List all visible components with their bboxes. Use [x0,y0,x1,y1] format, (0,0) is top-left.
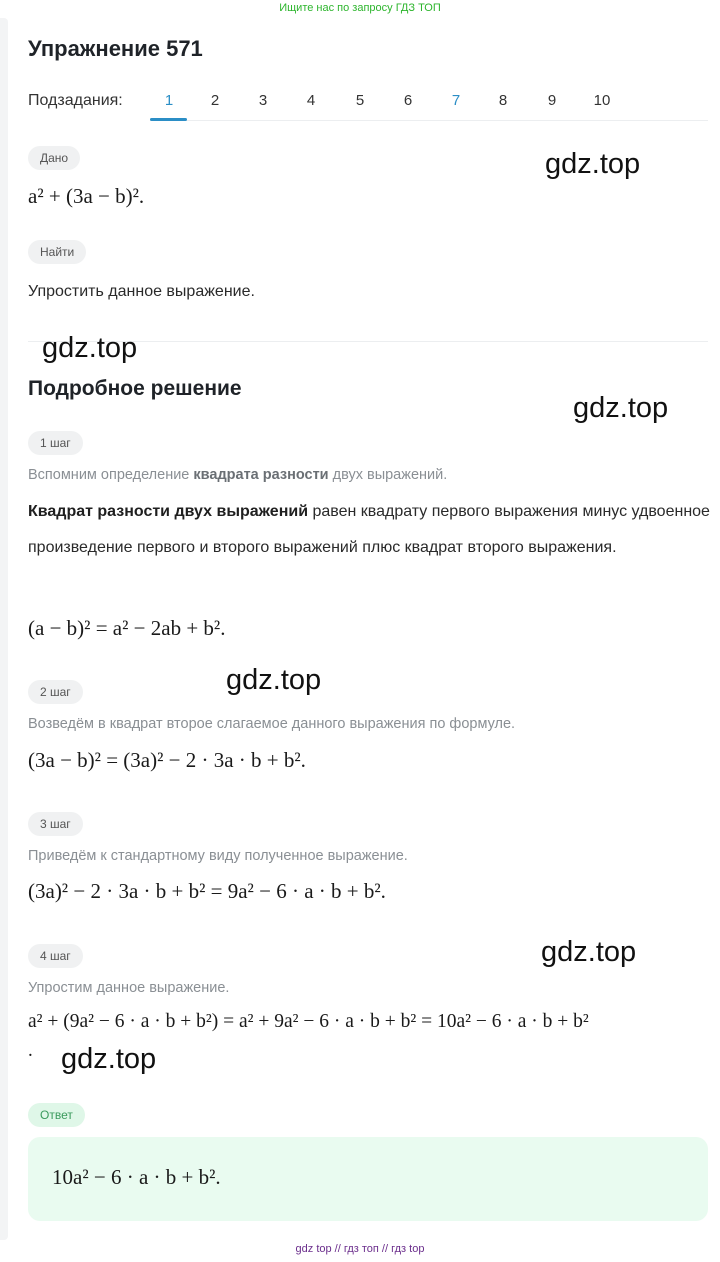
top-search-note: Ищите нас по запросу ГДЗ ТОП [279,2,441,14]
watermark: gdz.top [42,332,138,364]
step-2-hint: Возведём в квадрат второе слагаемое данного выражения по формуле. [28,716,516,732]
step-3-formula [28,879,386,904]
step-3-formula-text: (3a)² − 2 · 3a · b + b² = 9a² − 6 · a · b + b². [28,879,386,903]
footer-links[interactable]: gdz top // гдз топ // гдз top [295,1243,425,1255]
step-3-badge: 3 шаг [28,812,83,836]
active-tab-indicator [150,118,187,121]
step-1-formula [28,616,225,641]
find-text: Упростить данное выражение. [28,283,255,300]
given-badge: Дано [28,146,80,170]
subtask-tab-9[interactable]: 9 [547,92,557,109]
step-3-hint: Приведём к стандартному виду полученное выражение. [28,848,408,864]
subtask-tab-5[interactable]: 5 [355,92,365,109]
step-2-formula-text: (3a − b)² = (3a)² − 2 · 3a · b + b². [28,748,306,772]
subtask-tab-4[interactable]: 4 [306,92,316,109]
exercise-title: Упражнение 571 [28,36,203,61]
step-4-formula-dot: . [28,1040,33,1061]
watermark: gdz.top [61,1043,157,1075]
given-expression-text: a² + (3a − b)². [28,184,145,208]
step-4-hint: Упростим данное выражение. [28,980,230,996]
subtask-tab-6[interactable]: 6 [403,92,413,109]
step-2-badge: 2 шаг [28,680,83,704]
step-1-formula-text: (a − b)² = a² − 2ab + b². [28,616,226,640]
answer-box [28,1137,708,1221]
step-4-badge: 4 шаг [28,944,83,968]
step-2-formula [28,748,306,773]
subtask-tab-1[interactable]: 1 [164,92,174,109]
find-badge: Найти [28,240,86,264]
step-1-hint-bold: квадрата разности [193,467,329,483]
given-expression [28,184,144,209]
step-1-definition-bold: Квадрат разности двух выражений [28,503,309,520]
subtask-tab-2[interactable]: 2 [210,92,220,109]
solution-title: Подробное решение [28,377,242,400]
left-rail [0,18,8,1240]
subtask-tab-3[interactable]: 3 [258,92,268,109]
watermark: gdz.top [573,392,669,424]
step-1-badge: 1 шаг [28,431,83,455]
subtask-tab-10[interactable]: 10 [593,92,611,109]
step-4-formula [28,1011,589,1033]
subtasks-label: Подзадания: [28,92,123,109]
step-1-definition [28,494,718,566]
subtasks-divider [150,120,708,121]
answer-expression [52,1165,221,1190]
step-4-formula-text: a² + (9a² − 6 · a · b + b²) = a² + 9a² − 6 · a · b + b² = 10a² − 6 · a · b + b² [28,1011,589,1032]
subtasks-nav [28,84,708,121]
step-1-hint [28,467,447,483]
watermark: gdz.top [541,936,637,968]
step-1-hint-prefix: Вспомним определение [28,467,194,483]
subtask-tab-7[interactable]: 7 [451,92,461,109]
answer-expression-text: 10a² − 6 · a · b + b². [52,1165,221,1189]
subtask-tab-8[interactable]: 8 [498,92,508,109]
watermark: gdz.top [226,664,322,696]
step-1-definition-text: равен квадрату первого выражения минус удвоенное произведение первого и второго выражений плюс квадрат второго выражения. [28,503,710,556]
answer-badge: Ответ [28,1103,85,1127]
step-1-hint-suffix: двух выражений. [328,467,448,483]
watermark: gdz.top [545,148,641,180]
